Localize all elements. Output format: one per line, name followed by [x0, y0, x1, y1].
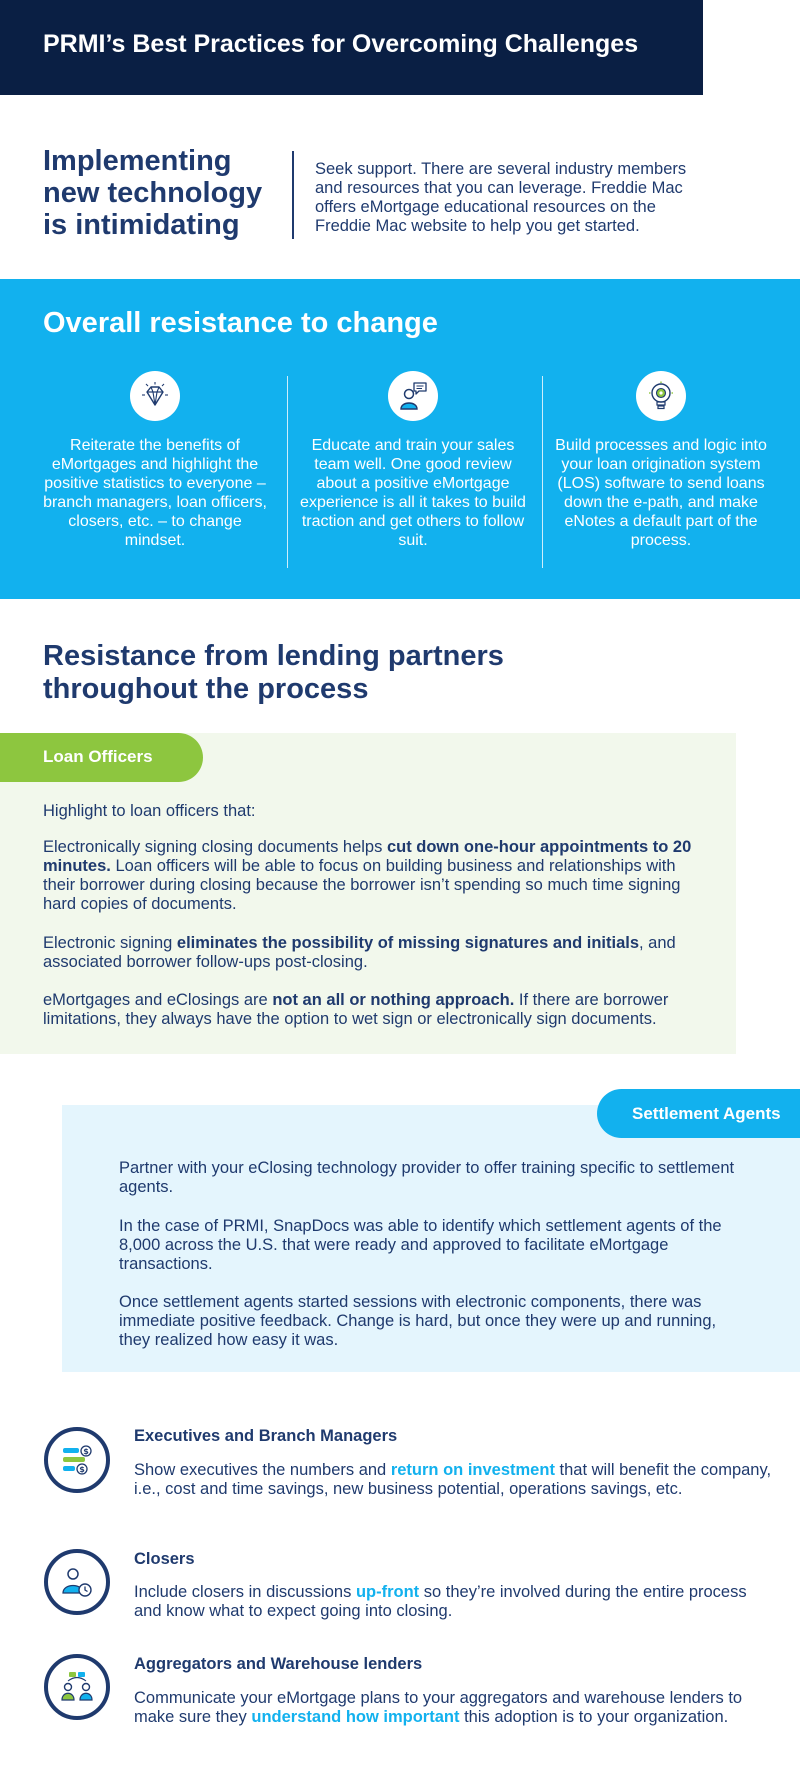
person-clock-icon: [44, 1549, 110, 1615]
resistance-column-text: Build processes and logic into your loan origination system (LOS) software to send loans down the e-path, and make eNotes a default part of the process.: [555, 437, 767, 549]
resistance-heading: Overall resistance to change: [43, 307, 438, 339]
diamond-icon: [130, 371, 180, 421]
column-divider: [287, 376, 288, 568]
role-text: Include closers in discussions up-front so they’re involved during the entire process and know what to expect going into closing.: [134, 1583, 747, 1620]
svg-text:$: $: [79, 1465, 85, 1474]
column-divider: [542, 376, 543, 568]
settlement-agents-paragraph: Partner with your eClosing technology provider to offer training specific to settlement agents.: [119, 1159, 735, 1196]
role-text: Show executives the numbers and return on investment that will benefit the company, i.e., cost and time savings, new business potential, operations savings, etc.: [134, 1461, 772, 1498]
people-exchange-icon: [44, 1654, 110, 1720]
resistance-column-text: Reiterate the benefits of eMortgages and highlight the positive statistics to everyone – branch managers, loan officers, closers, etc. – to change mindset.: [43, 437, 267, 549]
loan-officers-paragraph: eMortgages and eClosings are not an all or nothing approach. If there are borrower limitations, they always have the option to wet sign or electronically sign documents.: [43, 991, 669, 1028]
resistance-column: [297, 371, 529, 578]
settlement-agents-tab-label: Settlement Agents: [632, 1104, 781, 1123]
loan-officers-intro: Highlight to loan officers that:: [43, 802, 256, 820]
loan-officers-paragraph: Electronic signing eliminates the possibility of missing signatures and initials, and associated borrower follow-ups post-closing.: [43, 934, 676, 971]
divider: [292, 151, 294, 239]
loan-officers-tab-label: Loan Officers: [43, 747, 153, 766]
role-title: Closers: [134, 1550, 195, 1568]
role-text: Communicate your eMortgage plans to your aggregators and warehouse lenders to make sure they understand how important this adoption is to your organization.: [134, 1689, 743, 1726]
resistance-column: [550, 371, 772, 578]
intimidating-heading: Implementing new technology is intimidating: [43, 145, 263, 241]
partners-heading: Resistance from lending partners throughout the process: [43, 640, 504, 705]
settlement-agents-paragraph: In the case of PRMI, SnapDocs was able to identify which settlement agents of the 8,000 across the U.S. that were ready and approved to facilitate eMortgage transactions.: [119, 1217, 722, 1273]
lightbulb-gear-icon: [636, 371, 686, 421]
settlement-agents-paragraph: Once settlement agents started sessions with electronic components, there was immediate positive feedback. Change is hard, but once they were up and running, they realized how easy it was.: [119, 1293, 717, 1349]
loan-officers-paragraph: Electronically signing closing documents helps cut down one-hour appointments to 20 minutes. Loan officers will be able to focus on building business and relationships with their borrower during closing because the borrower isn’t spending so much time signing hard copies of documents.: [43, 838, 692, 913]
resistance-column-text: Educate and train your sales team well. One good review about a positive eMortgage experience is all it takes to build traction and get others to follow suit.: [300, 437, 526, 549]
person-speech-icon: [388, 371, 438, 421]
intimidating-text: Seek support. There are several industry members and resources that you can leverage. Freddie Mac offers eMortgage educational resources on the Freddie Mac website to help you get started.: [315, 160, 687, 235]
page-title: PRMI’s Best Practices for Overcoming Challenges: [43, 30, 639, 58]
dollar-chart-icon: [44, 1427, 110, 1493]
svg-text:$: $: [83, 1447, 89, 1456]
role-title: Executives and Branch Managers: [134, 1427, 398, 1445]
resistance-column: [40, 371, 270, 578]
resistance-section: [0, 279, 800, 599]
role-title: Aggregators and Warehouse lenders: [134, 1655, 423, 1673]
